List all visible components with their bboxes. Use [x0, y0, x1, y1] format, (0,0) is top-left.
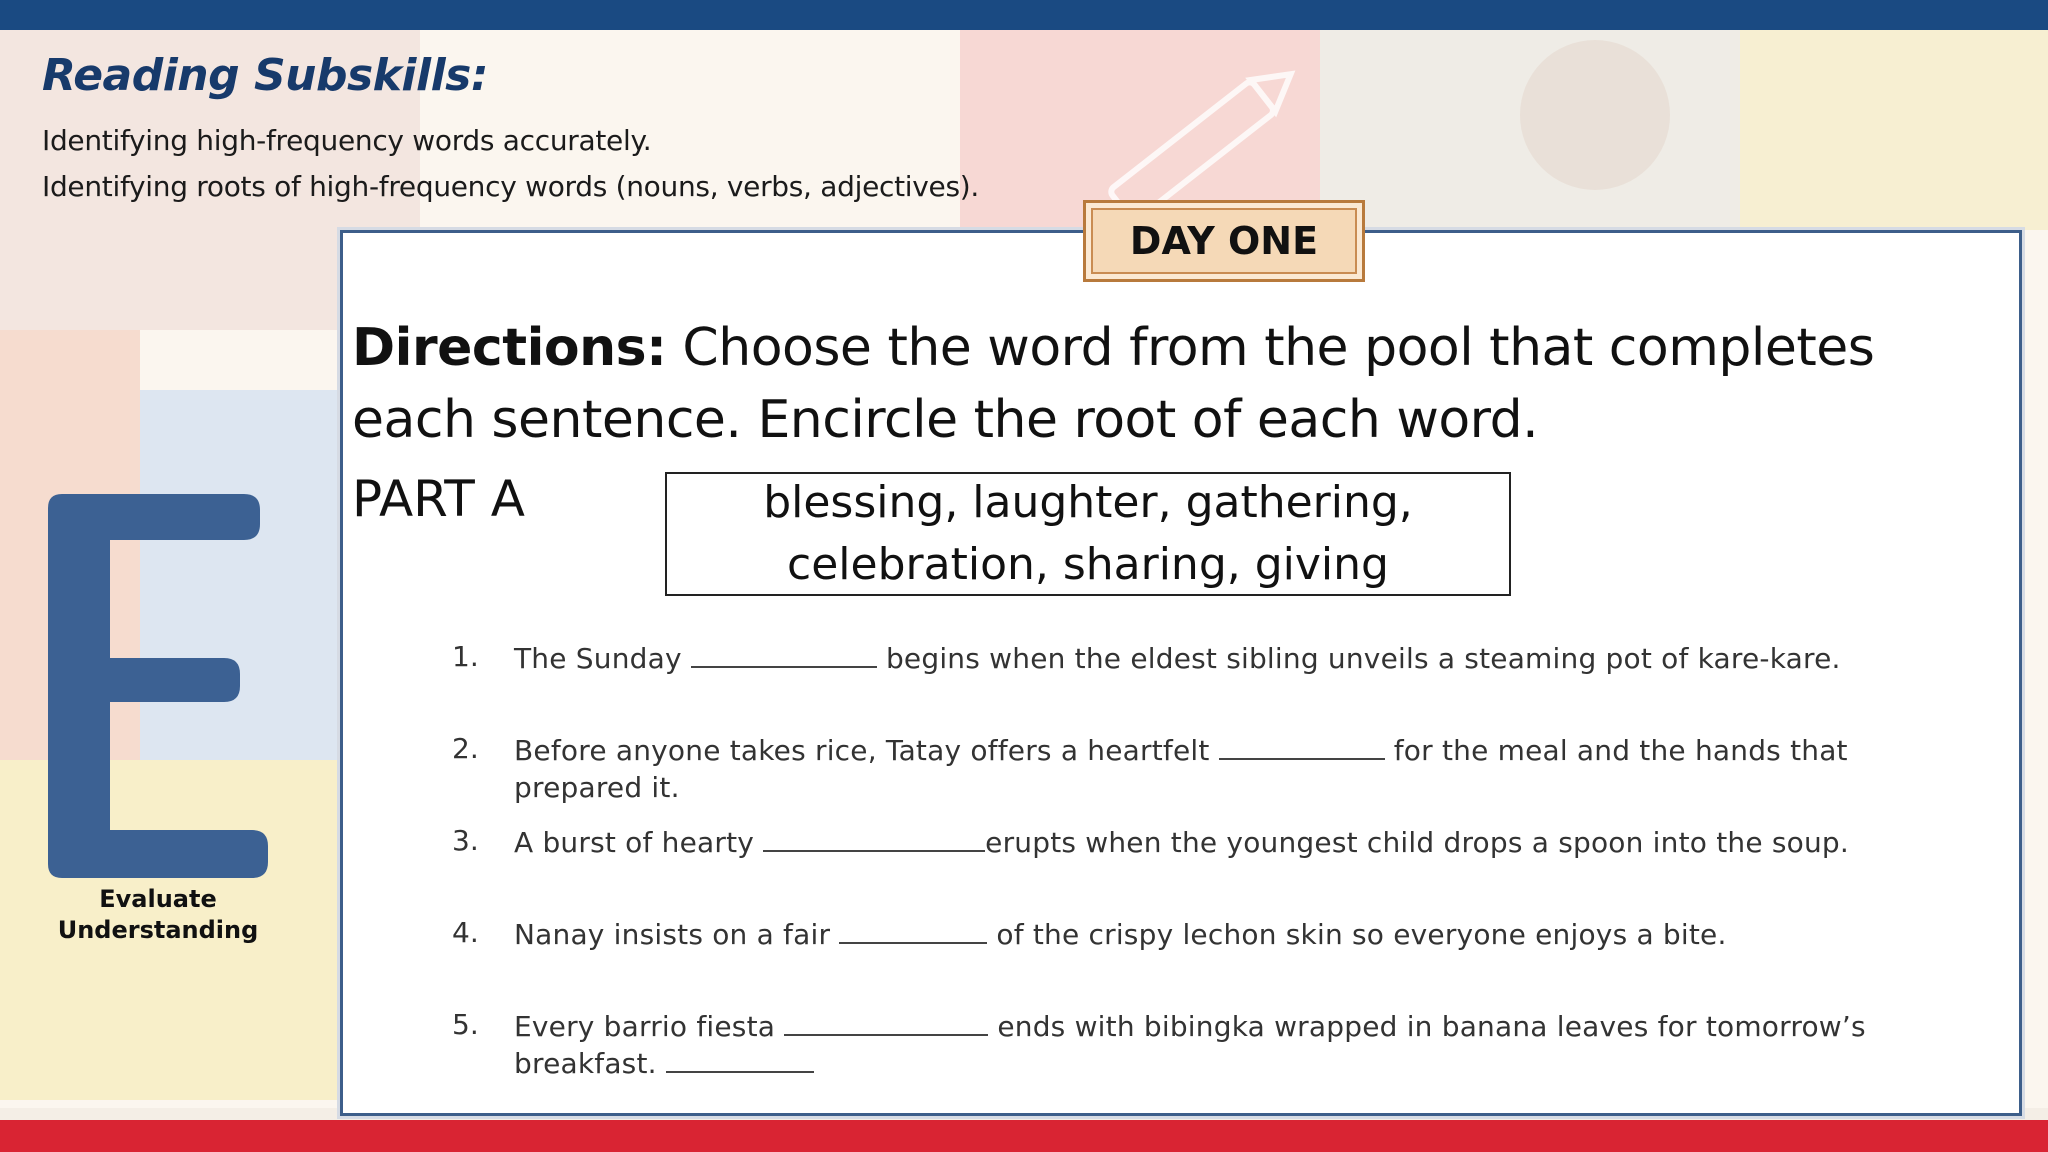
item-text-after: begins when the eldest sibling unveils a steaming pot of kare-kare. — [876, 642, 1841, 675]
item-text-before: The Sunday — [514, 642, 691, 675]
word-pool-line1: blessing, laughter, gathering, — [763, 477, 1413, 528]
directions-text — [352, 312, 2012, 456]
pencil-icon — [1080, 70, 1320, 220]
eval-label-line1: Evaluate — [99, 885, 217, 913]
item-text — [514, 824, 1904, 861]
item-number: 5. — [452, 1008, 479, 1041]
subskill-2: Identifying roots of high-frequency words (nouns, verbs, adjectives). — [42, 170, 979, 203]
item-text-after: erupts when the youngest child drops a spoon into the soup. — [985, 826, 1849, 859]
directions-lead: Directions: — [352, 318, 667, 378]
day-badge: DAY ONE — [1083, 200, 1365, 282]
word-pool-line2: celebration, sharing, giving — [787, 539, 1389, 590]
item-text-before: Before anyone takes rice, Tatay offers a heartfelt — [514, 734, 1219, 767]
answer-blank[interactable] — [839, 918, 987, 944]
top-bar — [0, 0, 2048, 30]
bg-photo-face — [1520, 40, 1670, 190]
bottom-bar — [0, 1120, 2048, 1152]
evaluate-letter-e-icon — [48, 494, 268, 878]
item-text — [514, 916, 1904, 953]
item-number: 4. — [452, 916, 479, 949]
item-text-after: for the meal and the hands that prepared it. — [514, 734, 1848, 804]
item-text-after: ends with bibingka wrapped in banana leaves for tomorrow’s breakfast. — [514, 1010, 1866, 1080]
item-text-after: of the crispy lechon skin so everyone enjoys a bite. — [987, 918, 1727, 951]
bg-tile — [1740, 30, 2048, 230]
answer-blank[interactable] — [784, 1010, 988, 1036]
word-pool-box — [665, 472, 1511, 596]
subskill-1: Identifying high-frequency words accurately. — [42, 124, 652, 157]
answer-blank[interactable] — [691, 642, 877, 668]
answer-blank[interactable] — [666, 1047, 814, 1073]
item-text — [514, 640, 1904, 677]
item-text — [514, 732, 1904, 806]
item-number: 3. — [452, 824, 479, 857]
item-text-before: A burst of hearty — [514, 826, 764, 859]
answer-blank[interactable] — [763, 826, 985, 852]
item-text — [514, 1008, 1904, 1082]
directions-body: Choose the word from the pool that completes each sentence. Encircle the root of each word. — [352, 318, 1875, 450]
part-a-label: PART A — [352, 470, 525, 528]
item-number: 1. — [452, 640, 479, 673]
eval-label-line2: Understanding — [57, 916, 259, 944]
item-text-before: Nanay insists on a fair — [514, 918, 840, 951]
page-title: Reading Subskills: — [42, 50, 488, 101]
answer-blank[interactable] — [1219, 734, 1385, 760]
item-number: 2. — [452, 732, 479, 765]
item-text-before: Every barrio fiesta — [514, 1010, 785, 1043]
evaluate-understanding-label — [38, 884, 278, 946]
